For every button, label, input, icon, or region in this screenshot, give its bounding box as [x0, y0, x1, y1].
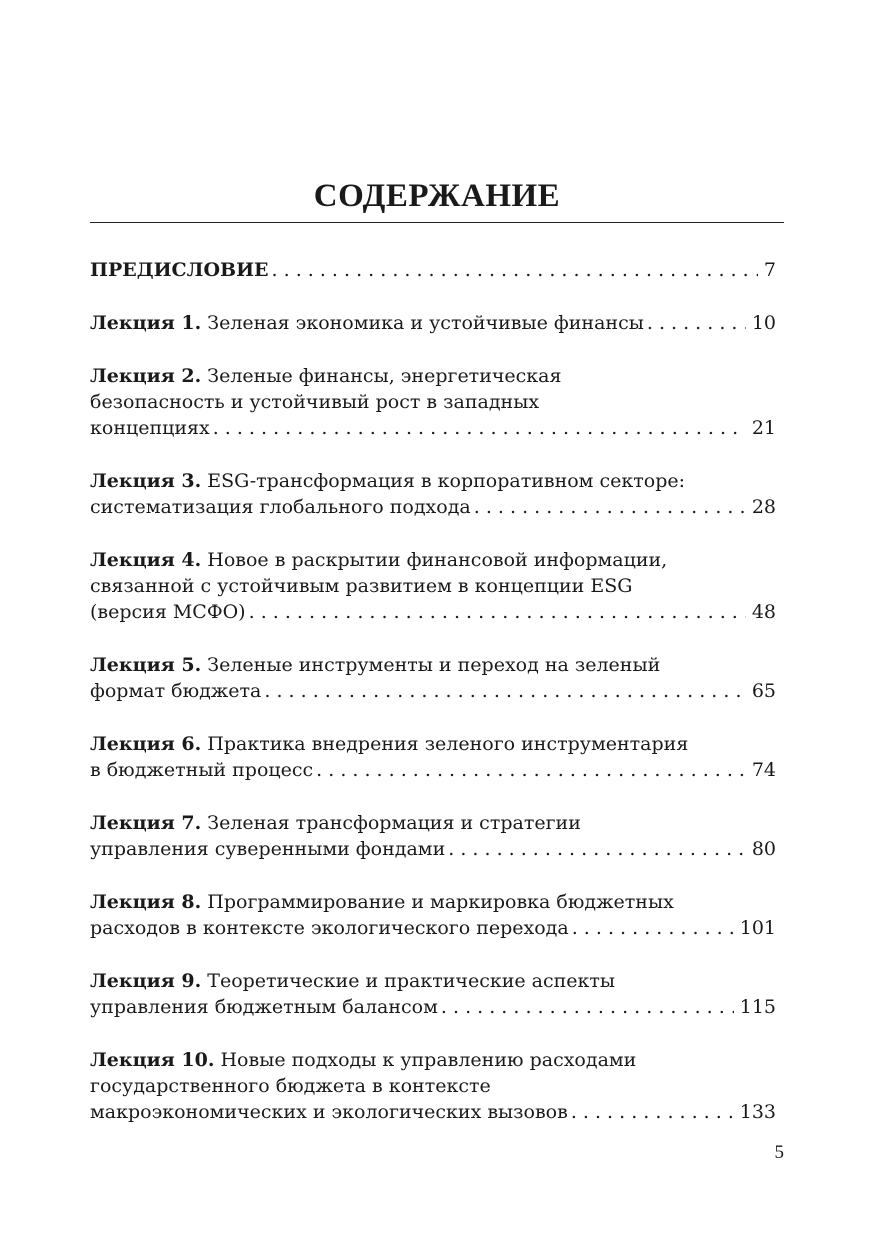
toc-entry[interactable] — [90, 731, 776, 783]
table-of-contents — [90, 257, 776, 1152]
toc-entry-label: Лекция 6. — [90, 733, 202, 755]
toc-entry-text: Программирование и маркировка бюджетных — [201, 891, 674, 913]
toc-page-number: 80 — [751, 838, 776, 860]
toc-entry-last-line — [90, 836, 776, 862]
toc-page-number: 101 — [739, 917, 776, 939]
toc-entry-last-line — [90, 257, 776, 283]
toc-entry-text: Новое в раскрытии финансовой информации, — [201, 549, 668, 571]
toc-entry-label: Лекция 7. — [90, 812, 202, 834]
page-number: 5 — [774, 1142, 784, 1163]
toc-page-number: 28 — [751, 496, 776, 518]
toc-entry[interactable] — [90, 810, 776, 862]
dot-leader — [569, 915, 734, 941]
dot-leader — [644, 310, 746, 336]
toc-entry[interactable] — [90, 257, 776, 283]
toc-entry-last-line — [90, 494, 776, 520]
toc-page-number: 21 — [751, 417, 776, 439]
toc-entry-text: Теоретические и практические аспекты — [201, 970, 616, 992]
toc-entry-label: Лекция 9. — [90, 970, 202, 992]
toc-entry-last-line — [90, 310, 776, 336]
toc-entry-line — [90, 810, 776, 836]
toc-entry-line — [90, 547, 776, 573]
dot-leader — [246, 599, 746, 625]
toc-entry-last-line — [90, 415, 776, 441]
toc-entry-text: связанной с устойчивым развитием в концепции ESG — [90, 575, 633, 597]
toc-entry-last-line — [90, 678, 776, 704]
toc-entry-last-line — [90, 757, 776, 783]
toc-entry-line — [90, 889, 776, 915]
toc-entry-text: Зеленая экономика и устойчивые финансы — [201, 312, 644, 334]
toc-entry-text: Зеленые финансы, энергетическая — [201, 365, 562, 387]
toc-entry-last-line — [90, 599, 776, 625]
toc-entry-text: в бюджетный процесс — [90, 759, 314, 781]
toc-entry-label: Лекция 2. — [90, 365, 202, 387]
toc-entry-text: Практика внедрения зеленого инструментария — [201, 733, 689, 755]
toc-entry-last-line — [90, 915, 776, 941]
toc-entry-label: ПРЕДИСЛОВИЕ — [90, 259, 269, 281]
toc-page-number: 7 — [763, 259, 776, 281]
toc-entry-text: управления бюджетным балансом — [90, 996, 438, 1018]
toc-entry-line — [90, 468, 776, 494]
toc-entry-line — [90, 389, 776, 415]
dot-leader — [445, 836, 746, 862]
toc-entry-text: Зеленые инструменты и переход на зеленый — [201, 654, 661, 676]
toc-entry[interactable] — [90, 1047, 776, 1125]
toc-page-number: 65 — [751, 680, 776, 702]
toc-page-number: 74 — [751, 759, 776, 781]
toc-entry-text: макроэкономических и экологических вызовов — [90, 1101, 568, 1123]
toc-entry[interactable] — [90, 310, 776, 336]
dot-leader — [210, 415, 746, 441]
toc-entry-text: управления суверенными фондами — [90, 838, 446, 860]
toc-entry-label: Лекция 10. — [90, 1049, 215, 1071]
toc-entry-label: Лекция 8. — [90, 891, 202, 913]
toc-entry[interactable] — [90, 968, 776, 1020]
page-title: СОДЕРЖАНИЕ — [313, 178, 561, 214]
toc-entry[interactable] — [90, 363, 776, 441]
dot-leader — [313, 757, 746, 783]
toc-entry-text: формат бюджета — [90, 680, 262, 702]
toc-entry-line — [90, 573, 776, 599]
toc-entry-text: систематизация глобального подхода — [90, 496, 471, 518]
toc-entry[interactable] — [90, 468, 776, 520]
toc-entry[interactable] — [90, 652, 776, 704]
toc-entry-label: Лекция 3. — [90, 470, 202, 492]
toc-entry-text: концепциях — [90, 417, 210, 439]
toc-entry-line — [90, 1047, 776, 1073]
toc-entry[interactable] — [90, 889, 776, 941]
toc-page-number: 10 — [751, 312, 776, 334]
toc-entry-text: безопасность и устойчивый рост в западных — [90, 391, 540, 413]
dot-leader — [269, 257, 758, 283]
toc-page-number: 133 — [739, 1101, 776, 1123]
dot-leader — [438, 994, 734, 1020]
toc-entry-label: Лекция 4. — [90, 549, 202, 571]
toc-page-number: 115 — [739, 996, 776, 1018]
dot-leader — [568, 1099, 734, 1125]
toc-entry-last-line — [90, 994, 776, 1020]
toc-entry-text: ESG-трансформация в корпоративном секторе: — [201, 470, 686, 492]
dot-leader — [471, 494, 746, 520]
toc-entry-text: (версия МСФО) — [90, 601, 246, 623]
dot-leader — [261, 678, 745, 704]
toc-entry-line — [90, 363, 776, 389]
toc-entry-label: Лекция 1. — [90, 312, 202, 334]
title-divider — [90, 222, 784, 223]
toc-entry[interactable] — [90, 547, 776, 625]
toc-entry-label: Лекция 5. — [90, 654, 202, 676]
toc-entry-text: Зеленая трансформация и стратегии — [201, 812, 581, 834]
toc-entry-last-line — [90, 1099, 776, 1125]
toc-entry-line — [90, 1073, 776, 1099]
toc-entry-text: Новые подходы к управлению расходами — [214, 1049, 637, 1071]
toc-entry-line — [90, 652, 776, 678]
toc-entry-text: расходов в контексте экологического перехода — [90, 917, 569, 939]
toc-page-number: 48 — [751, 601, 776, 623]
toc-entry-line — [90, 968, 776, 994]
toc-entry-line — [90, 731, 776, 757]
toc-entry-text: государственного бюджета в контексте — [90, 1075, 491, 1097]
